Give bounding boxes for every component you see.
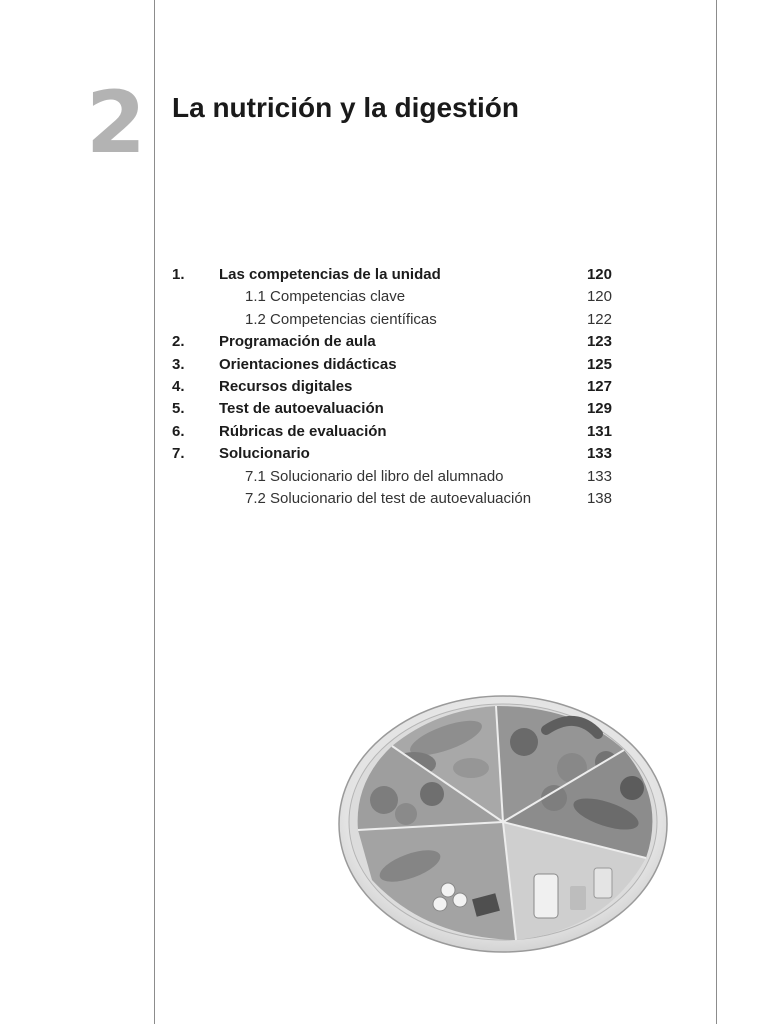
toc-subentry-label: 7.2 Solucionario del test de autoevaluación [245,489,532,507]
toc-entry[interactable] [172,331,612,353]
table-of-contents [172,264,612,510]
toc-entry[interactable] [172,354,612,376]
toc-entry-page: 120 [586,266,612,283]
toc-entry-label: Programación de aula [219,333,376,351]
toc-subentry-label: 1.1 Competencias clave [245,288,406,306]
toc-entry[interactable] [172,398,612,420]
toc-subentry-page: 120 [586,288,612,306]
toc-entry-number: 5. [172,400,185,418]
toc-subentry-label: 1.2 Competencias científicas [245,310,437,328]
toc-entry-page: 129 [586,400,612,418]
toc-entry-page: 125 [586,355,612,373]
broccoli [620,776,644,800]
toc-entry-number: 7. [172,445,185,463]
right-margin-rule [716,0,717,1024]
cereal [453,758,489,778]
egg [433,897,447,911]
toc-entry-number: 4. [172,377,185,395]
toc-entry-page: 133 [586,445,612,463]
yogurt [570,886,586,910]
egg [441,883,455,897]
toc-entry[interactable] [172,421,612,443]
toc-entry-label: Rúbricas de evaluación [219,422,387,440]
juice-glass [594,868,612,898]
milk-bottle [534,874,558,918]
toc-entry-number: 1. [172,266,185,283]
potato [395,803,417,825]
left-margin-rule [154,0,155,1024]
toc-entry-page: 127 [586,377,612,395]
toc-entry[interactable] [172,376,612,398]
potato [370,786,398,814]
legumes [420,782,444,806]
toc-entry-label: Recursos digitales [219,377,353,395]
toc-entry-page: 123 [586,333,612,351]
toc-subentry-page: 122 [586,310,612,328]
egg [453,893,467,907]
protein-sector [358,822,516,940]
toc-subentry[interactable] [172,466,612,488]
toc-entry[interactable] [172,443,612,465]
toc-subentry-page: 138 [586,489,612,507]
toc-subentry-page: 133 [586,467,612,485]
chapter-title: La nutrición y la digestión [172,92,519,123]
toc-entry-number: 3. [172,355,185,373]
food-plate-illustration [336,690,670,954]
toc-entry-label: Las competencias de la unidad [219,266,441,283]
grapes [510,728,538,756]
toc-subentry-label: 7.1 Solucionario del libro del alumnado [245,467,504,485]
toc-subentry[interactable] [172,309,612,331]
toc-entry-label: Test de autoevaluación [219,400,384,418]
toc-entry[interactable] [172,264,612,286]
toc-entry-label: Orientaciones didácticas [219,355,397,373]
toc-entry-label: Solucionario [219,445,310,463]
toc-subentry[interactable] [172,488,612,510]
chapter-number: 2 [86,73,144,173]
toc-subentry[interactable] [172,286,612,308]
toc-entry-number: 2. [172,333,185,351]
toc-entry-number: 6. [172,422,185,440]
toc-entry-page: 131 [586,422,612,440]
